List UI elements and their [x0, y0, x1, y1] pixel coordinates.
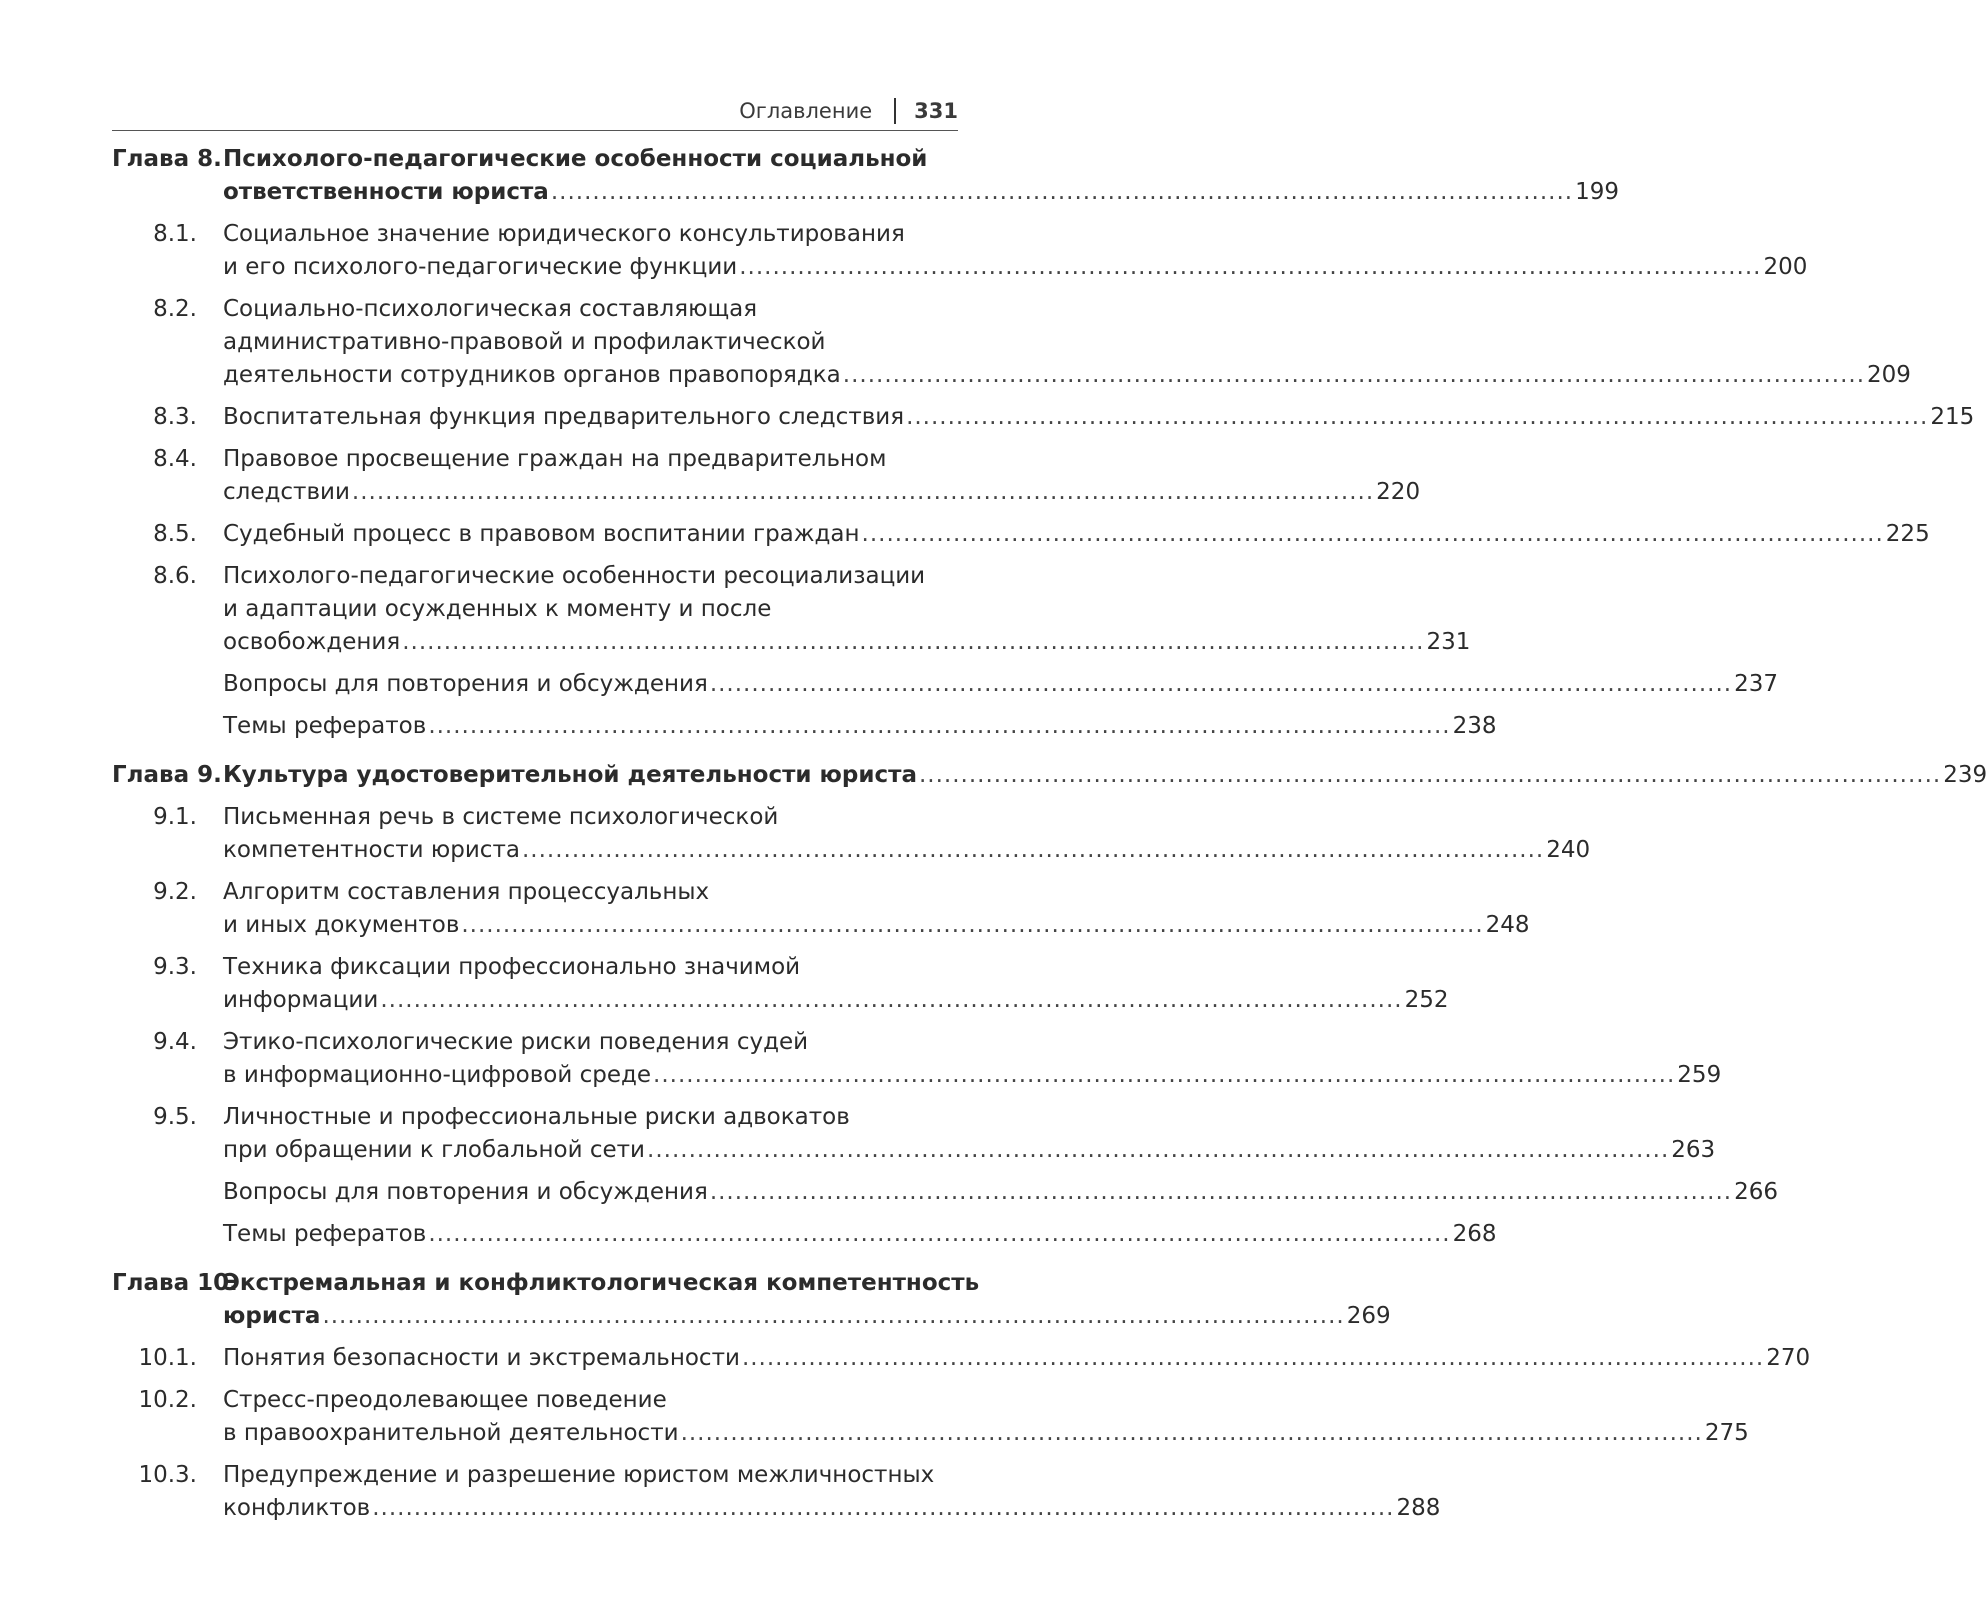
toc-page-number: 270	[1766, 1345, 1811, 1371]
toc-page-number: 225	[1885, 521, 1930, 547]
toc-entry-title	[223, 876, 1530, 942]
toc-page-number: 248	[1485, 912, 1530, 938]
toc-page-number: 238	[1452, 713, 1497, 739]
toc-title-line: Социальное значение юридического консультирования	[223, 221, 905, 247]
running-header	[112, 92, 958, 131]
toc-entry[interactable]	[112, 801, 1591, 867]
toc-entry-number: 8.1.	[153, 221, 197, 247]
toc-title-line: и иных документов	[223, 912, 460, 938]
dot-leader: ...........................................................................................................................	[842, 362, 1866, 388]
toc-entry-title	[223, 1384, 1749, 1450]
toc-title-line: Вопросы для повторения и обсуждения	[223, 1179, 708, 1205]
toc-entry-number: 8.4.	[153, 446, 197, 472]
toc-entry[interactable]	[112, 1026, 1722, 1092]
toc-page-number: 231	[1426, 629, 1471, 655]
toc-title-line: Социально-психологическая составляющая	[223, 296, 758, 322]
toc-entry-number: 10.3.	[138, 1462, 197, 1488]
toc-entry[interactable]	[112, 560, 1471, 659]
toc-title-line: административно-правовой и профилактической	[223, 329, 826, 355]
toc-entry-title	[223, 401, 1974, 434]
toc-entry-title	[223, 560, 1470, 659]
toc-title-last-line	[223, 1059, 1721, 1092]
toc-entry-number: Глава 10.	[112, 1270, 238, 1296]
header-page-number: 331	[914, 99, 958, 123]
toc-title-line: Психолого-педагогические особенности ресоциализации	[223, 563, 926, 589]
toc-entry-title	[223, 1267, 1391, 1333]
toc-entry[interactable]	[112, 1459, 1441, 1525]
toc-entry[interactable]	[112, 293, 1911, 392]
toc-title-line: Темы рефератов	[223, 1221, 427, 1247]
toc-entry[interactable]	[112, 1342, 1811, 1375]
toc-title-last-line	[223, 1218, 1496, 1251]
toc-title-line: Судебный процесс в правовом воспитании граждан	[223, 521, 860, 547]
toc-title-line: Этико-психологические риски поведения судей	[223, 1029, 809, 1055]
toc-entry-number: 9.4.	[153, 1029, 197, 1055]
dot-leader: ...........................................................................................................................	[428, 1221, 1451, 1247]
toc-title-line: Экстремальная и конфликтологическая компетентность	[223, 1270, 980, 1296]
toc-entry-title	[223, 1176, 1778, 1209]
toc-entry-number: 10.2.	[138, 1387, 197, 1413]
toc-page-number: 269	[1346, 1303, 1391, 1329]
toc-title-last-line	[223, 176, 1619, 209]
toc-title-line: Предупреждение и разрешение юристом межличностных	[223, 1462, 935, 1488]
dot-leader: ...........................................................................................................................	[402, 629, 1425, 655]
header-separator	[894, 98, 896, 124]
toc-entry-title	[223, 518, 1930, 551]
toc-page-number: 240	[1546, 837, 1591, 863]
header-title: Оглавление	[739, 99, 873, 123]
toc-entry-number: Глава 8.	[112, 146, 222, 172]
dot-leader: ...........................................................................................................................	[741, 1345, 1765, 1371]
toc-title-last-line	[223, 401, 1974, 434]
toc-title-last-line	[223, 476, 1420, 509]
dot-leader: ...........................................................................................................................	[709, 1179, 1733, 1205]
toc-entry-number: Глава 9.	[112, 762, 222, 788]
toc-entry-title	[223, 1218, 1496, 1251]
dot-leader: ...........................................................................................................................	[322, 1303, 1345, 1329]
toc-page-number: 215	[1930, 404, 1975, 430]
toc-title-line: Культура удостоверительной деятельности юриста	[223, 762, 917, 788]
toc-entry-title	[223, 143, 1619, 209]
dot-leader: ...........................................................................................................................	[521, 837, 1545, 863]
toc-entry-title	[223, 443, 1420, 509]
dot-leader: ...........................................................................................................................	[351, 479, 1375, 505]
toc-title-last-line	[223, 359, 1911, 392]
toc-chapter-entry[interactable]	[112, 759, 1987, 792]
toc-title-last-line	[223, 518, 1930, 551]
toc-entry-title	[223, 951, 1449, 1017]
toc-title-line: конфликтов	[223, 1495, 371, 1521]
toc-title-line: информации	[223, 987, 379, 1013]
toc-entry-number: 10.1.	[138, 1345, 197, 1371]
toc-title-line: Психолого-педагогические особенности социальной	[223, 146, 928, 172]
dot-leader: ...........................................................................................................................	[861, 521, 1884, 547]
toc-entry[interactable]	[112, 1176, 1778, 1209]
toc-entry-number: 8.2.	[153, 296, 197, 322]
toc-page-number: 263	[1671, 1137, 1716, 1163]
toc-entry-number: 9.1.	[153, 804, 197, 830]
toc-title-last-line	[223, 984, 1449, 1017]
toc-title-last-line	[223, 668, 1778, 701]
toc-title-line: следствии	[223, 479, 350, 505]
toc-entry[interactable]	[112, 876, 1530, 942]
toc-entry[interactable]	[112, 668, 1778, 701]
toc-title-line: юриста	[223, 1303, 321, 1329]
dot-leader: ...........................................................................................................................	[739, 254, 1762, 280]
toc-entry-title	[223, 710, 1496, 743]
toc-entry[interactable]	[112, 1384, 1749, 1450]
toc-title-last-line	[223, 909, 1530, 942]
toc-title-line: в информационно-цифровой среде	[223, 1062, 652, 1088]
toc-page-number: 259	[1677, 1062, 1722, 1088]
dot-leader: ...........................................................................................................................	[550, 179, 1574, 205]
toc-page-number: 268	[1452, 1221, 1497, 1247]
toc-entry-title	[223, 218, 1807, 284]
toc-page-number: 220	[1376, 479, 1421, 505]
toc-title-line: Вопросы для повторения и обсуждения	[223, 671, 708, 697]
toc-title-last-line	[223, 626, 1470, 659]
toc-chapter-entry[interactable]	[112, 143, 1620, 209]
toc-page-number: 288	[1396, 1495, 1441, 1521]
toc-title-line: и адаптации осужденных к моменту и после	[223, 596, 772, 622]
toc-entry[interactable]	[112, 443, 1421, 509]
toc-title-last-line	[223, 1417, 1749, 1450]
toc-entry[interactable]	[112, 401, 1975, 434]
table-of-contents	[112, 143, 1987, 1525]
toc-title-last-line	[223, 1134, 1715, 1167]
toc-title-line: Алгоритм составления процессуальных	[223, 879, 710, 905]
toc-entry-title	[223, 801, 1590, 867]
toc-title-last-line	[223, 710, 1496, 743]
toc-title-last-line	[223, 1176, 1778, 1209]
toc-title-line: ответственности юриста	[223, 179, 549, 205]
toc-page-number: 200	[1763, 254, 1808, 280]
toc-entry-title	[223, 1342, 1810, 1375]
toc-title-line: Воспитательная функция предварительного следствия	[223, 404, 905, 430]
toc-entry[interactable]	[112, 518, 1930, 551]
toc-page-number: 266	[1734, 1179, 1778, 1205]
toc-title-last-line	[223, 1492, 1440, 1525]
toc-title-last-line	[223, 759, 1987, 792]
toc-title-last-line	[223, 251, 1807, 284]
dot-leader: ...........................................................................................................................	[372, 1495, 1395, 1521]
toc-page-number: 199	[1575, 179, 1620, 205]
toc-entry[interactable]	[112, 951, 1449, 1017]
toc-entry-number: 9.3.	[153, 954, 197, 980]
toc-title-line: Личностные и профессиональные риски адвокатов	[223, 1104, 850, 1130]
toc-chapter-entry[interactable]	[112, 1267, 1391, 1333]
toc-entry-title	[223, 1101, 1715, 1167]
toc-title-line: в правоохранительной деятельности	[223, 1420, 679, 1446]
toc-entry-title	[223, 668, 1778, 701]
dot-leader: ...........................................................................................................................	[380, 987, 1403, 1013]
toc-entry[interactable]	[112, 710, 1497, 743]
toc-entry[interactable]	[112, 218, 1808, 284]
toc-entry-title	[223, 1459, 1440, 1525]
dot-leader: ...........................................................................................................................	[709, 671, 1733, 697]
toc-title-last-line	[223, 834, 1590, 867]
dot-leader: ...........................................................................................................................	[680, 1420, 1703, 1446]
toc-page-number: 252	[1404, 987, 1449, 1013]
toc-entry[interactable]	[112, 1101, 1716, 1167]
toc-page-number: 237	[1734, 671, 1778, 697]
toc-title-line: Техника фиксации профессионально значимой	[223, 954, 801, 980]
toc-entry-title	[223, 759, 1987, 792]
toc-page-number: 209	[1867, 362, 1911, 388]
toc-title-last-line	[223, 1300, 1391, 1333]
toc-entry-number: 9.2.	[153, 879, 197, 905]
dot-leader: ...........................................................................................................................	[461, 912, 1484, 938]
toc-entry-number: 8.6.	[153, 563, 197, 589]
dot-leader: ...........................................................................................................................	[428, 713, 1451, 739]
dot-leader: ...........................................................................................................................	[906, 404, 1929, 430]
toc-title-line: Правовое просвещение граждан на предварительном	[223, 446, 887, 472]
dot-leader: ...........................................................................................................................	[647, 1137, 1670, 1163]
toc-entry-number: 9.5.	[153, 1104, 197, 1130]
toc-title-line: Письменная речь в системе психологической	[223, 804, 779, 830]
dot-leader: ...........................................................................................................................	[653, 1062, 1676, 1088]
toc-title-line: компетентности юриста	[223, 837, 520, 863]
toc-entry-title	[223, 293, 1911, 392]
toc-title-last-line	[223, 1342, 1810, 1375]
toc-entry-number: 8.3.	[153, 404, 197, 430]
toc-title-line: Понятия безопасности и экстремальности	[223, 1345, 740, 1371]
toc-title-line: Стресс-преодолевающее поведение	[223, 1387, 667, 1413]
toc-title-line: при обращении к глобальной сети	[223, 1137, 646, 1163]
toc-entry[interactable]	[112, 1218, 1497, 1251]
toc-title-line: и его психолого-педагогические функции	[223, 254, 738, 280]
toc-title-line: Темы рефератов	[223, 713, 427, 739]
toc-page-number: 239	[1943, 762, 1987, 788]
toc-title-line: деятельности сотрудников органов правопорядка	[223, 362, 841, 388]
dot-leader: ...........................................................................................................................	[918, 762, 1942, 788]
toc-title-line: освобождения	[223, 629, 401, 655]
toc-entry-title	[223, 1026, 1721, 1092]
toc-entry-number: 8.5.	[153, 521, 197, 547]
toc-page-number: 275	[1704, 1420, 1749, 1446]
